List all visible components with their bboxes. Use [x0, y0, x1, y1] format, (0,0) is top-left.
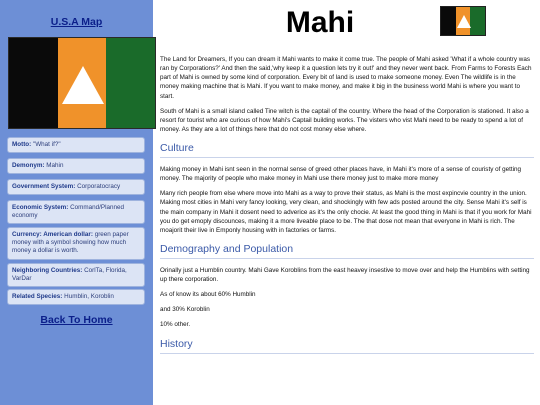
fact-motto: Motto: "What if?"	[7, 137, 145, 153]
intro-paragraph: South of Mahi is a small island called Tine witch is the captail of the country. Where the head of the Corporation is stationed. It also a resort for tourist who are curious of how Mahi's Captail building works. The visters who vist Mahi need to be ready to spend a lot of money. As they are a lot of things here that do not cost money else where.	[160, 107, 529, 133]
flag-triangle-icon	[441, 7, 487, 37]
back-to-home-link[interactable]: Back To Home	[40, 314, 113, 326]
sidebar	[0, 0, 153, 405]
fact-demonym: Demonym: Mahin	[7, 158, 145, 174]
fact-neighbors: Neighboring Countries: CorlTa, Florida, VarDar	[7, 263, 145, 287]
fact-economy: Economic System: Command/Planned economy	[7, 200, 145, 224]
fact-species: Related Species: Humblin, Koroblin	[7, 289, 145, 305]
mahi-flag-small	[440, 6, 486, 36]
demography-paragraph: 10% other.	[160, 321, 191, 329]
demography-paragraph: and 30% Koroblin	[160, 306, 210, 314]
fact-currency: Currency: American dollar: green paper money with a symbol showing how much money a dollar is worth.	[7, 227, 145, 260]
section-heading-demography: Demography and Population	[160, 243, 534, 259]
fact-government: Government System: Corporatocracy	[7, 179, 145, 195]
mahi-flag-large	[8, 37, 156, 129]
intro-paragraph: The Land for Dreamers, If you can dream it Mahi wants to make it come true. The people of Mahi asked 'What if a whole country was ran by Corporations?' And then the said,'why keep it a question lets try it out!' and they never went back. From Farms to Forests Each part of Mahi is owned by some kind of corporation. Every bit of land is used to make someone money. Even The wildlife is in the money making machine that is Mahi. If you want to make money, and make it big in the business world Mahi is where you want to start.	[160, 56, 532, 100]
main-content	[160, 0, 536, 405]
demography-paragraph: Orinally just a Humblin country. Mahi Gave Koroblins from the east heavey insestive to move over and help the Humblins with setting up there corporation.	[160, 266, 530, 283]
page-title: Mahi	[285, 6, 355, 39]
demography-paragraph: As of know its about 60% Humblin	[160, 291, 256, 299]
article-body	[160, 55, 534, 361]
usa-map-link[interactable]: U.S.A Map	[50, 16, 103, 28]
flag-triangle-icon	[9, 38, 157, 130]
section-heading-history: History	[160, 338, 534, 354]
culture-paragraph: Making money in Mahi isnt seen in the normal sense of greed other places have, in Mahi it's more of a sense of couristy of getting money. The majority of people who make money in Mahi use there money just to make more money	[160, 166, 522, 183]
section-heading-culture: Culture	[160, 142, 534, 158]
culture-paragraph: Many rich people from else where move into Mahi as a way to prove their status, as Mahi is the most expincvie country in the union. Making most cities in Mahi very fancy looking, very clean, and shockingly with few ads posted around the city. Sense Mahi it's self is the main company in Mahi it dosent need to adverice as it's the only chocie. At least the good thing in Mahi is that if you work for Mahi you do get emoply discounces, making it a more liveable place to be. The that dose not mean that everyone in Mahi is rich. The moajorit their live in Emponly housing with in factories or farms.	[160, 190, 532, 234]
